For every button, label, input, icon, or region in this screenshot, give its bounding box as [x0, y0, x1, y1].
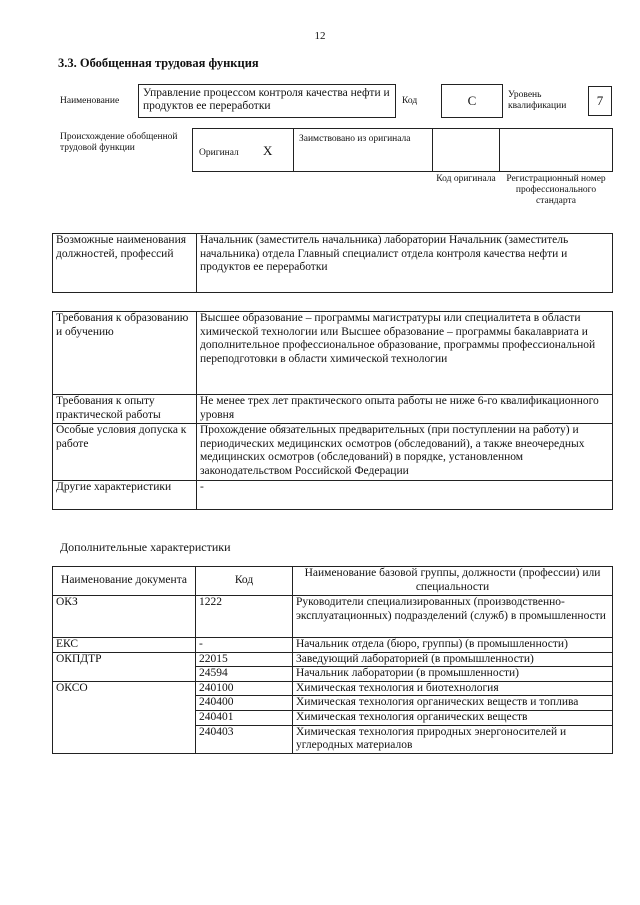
table-row [53, 596, 613, 638]
reg-number-cell [499, 128, 613, 172]
kod-label: Код [402, 96, 418, 106]
code-original-caption: Код оригинала [436, 174, 496, 184]
row-name: Начальник лаборатории (в промышленности) [293, 667, 613, 682]
additional-table [52, 566, 613, 754]
level-value: 7 [596, 93, 604, 108]
header-name: Наименование базовой группы, должности (профессии) или специальности [293, 567, 613, 596]
row-doc [53, 667, 196, 682]
req-experience-label: Требования к опыту практической работы [53, 395, 197, 424]
table-row [53, 424, 613, 481]
row-doc: ОКЗ [53, 596, 196, 638]
table-row [53, 395, 613, 424]
original-mark: X [263, 143, 273, 158]
reg-number-caption: Регистрационный номер профессионального стандарта [506, 174, 606, 206]
row-doc [53, 710, 196, 725]
table-row [53, 667, 613, 682]
original-cell [192, 128, 294, 172]
additional-title: Дополнительные характеристики [60, 540, 231, 554]
level-label: Уровень квалификации [508, 90, 567, 111]
req-education-label: Требования к образованию и обучению [53, 312, 197, 395]
row-code: 240401 [196, 710, 293, 725]
borrowed-cell [293, 128, 433, 172]
table-row [53, 696, 613, 711]
positions-value: Начальник (заместитель начальника) лаборатории Начальник (заместитель начальника) отдела Главный специалист отдела контроля качества нефти и продуктов ее переработки [197, 234, 613, 293]
table-row [53, 710, 613, 725]
header-code: Код [196, 567, 293, 596]
row-code: 240400 [196, 696, 293, 711]
section-title: 3.3. Обобщенная трудовая функция [58, 56, 259, 70]
kod-box [441, 84, 503, 118]
row-name: Химическая технология природных энергоносителей и углеродных материалов [293, 725, 613, 753]
row-code: 1222 [196, 596, 293, 638]
row-code: 240403 [196, 725, 293, 753]
header-doc: Наименование документа [53, 567, 196, 596]
requirements-table [52, 311, 613, 510]
origin-label: Происхождение обобщенной трудовой функции [60, 132, 178, 153]
row-name: Химическая технология органических веществ [293, 710, 613, 725]
function-name-box [138, 84, 396, 118]
table-row [53, 652, 613, 667]
row-code: - [196, 638, 293, 653]
table-row [53, 312, 613, 395]
naimenovanie-label: Наименование [60, 96, 120, 106]
table-row [53, 725, 613, 753]
row-doc: ОКСО [53, 681, 196, 696]
borrowed-label: Заимствовано из оригинала [299, 134, 411, 144]
row-doc: ОКПДТР [53, 652, 196, 667]
row-name: Химическая технология и биотехнология [293, 681, 613, 696]
row-name: Химическая технология органических веществ и топлива [293, 696, 613, 711]
req-education-value: Высшее образование – программы магистратуры или специалитета в области химической технологии или Высшее образование – программы бакалавриата и дополнительное профессиональное образование, программы профессиональной переподготовки в области химической технологии [197, 312, 613, 395]
table-row [53, 638, 613, 653]
req-conditions-value: Прохождение обязательных предварительных (при поступлении на работу) и периодических медицинских осмотров (обследований), а также внеочередных медицинских осмотров (обследований) в порядке, установленном законодательством Российской Федерации [197, 424, 613, 481]
original-label: Оригинал [199, 148, 239, 158]
req-conditions-label: Особые условия допуска к работе [53, 424, 197, 481]
table-header-row [53, 567, 613, 596]
positions-table [52, 233, 613, 293]
table-row [53, 681, 613, 696]
positions-label: Возможные наименования должностей, профессий [53, 234, 197, 293]
table-row [53, 481, 613, 510]
req-other-value: - [197, 481, 613, 510]
page-number: 12 [314, 30, 326, 42]
level-box [588, 86, 612, 116]
req-experience-value: Не менее трех лет практического опыта работы не ниже 6-го квалификационного уровня [197, 395, 613, 424]
row-doc [53, 696, 196, 711]
positions-row [53, 234, 613, 293]
function-name: Управление процессом контроля качества нефти и продуктов ее переработки [143, 87, 390, 112]
row-name: Начальник отдела (бюро, группы) (в промышленности) [293, 638, 613, 653]
row-name: Руководители специализированных (производственно-эксплуатационных) подразделений (служб) в промышленности [293, 596, 613, 638]
row-name: Заведующий лабораторией (в промышленности) [293, 652, 613, 667]
row-doc [53, 725, 196, 753]
req-other-label: Другие характеристики [53, 481, 197, 510]
row-code: 22015 [196, 652, 293, 667]
row-code: 240100 [196, 681, 293, 696]
row-doc: ЕКС [53, 638, 196, 653]
row-code: 24594 [196, 667, 293, 682]
kod-value: С [467, 93, 477, 108]
code-original-cell [432, 128, 500, 172]
